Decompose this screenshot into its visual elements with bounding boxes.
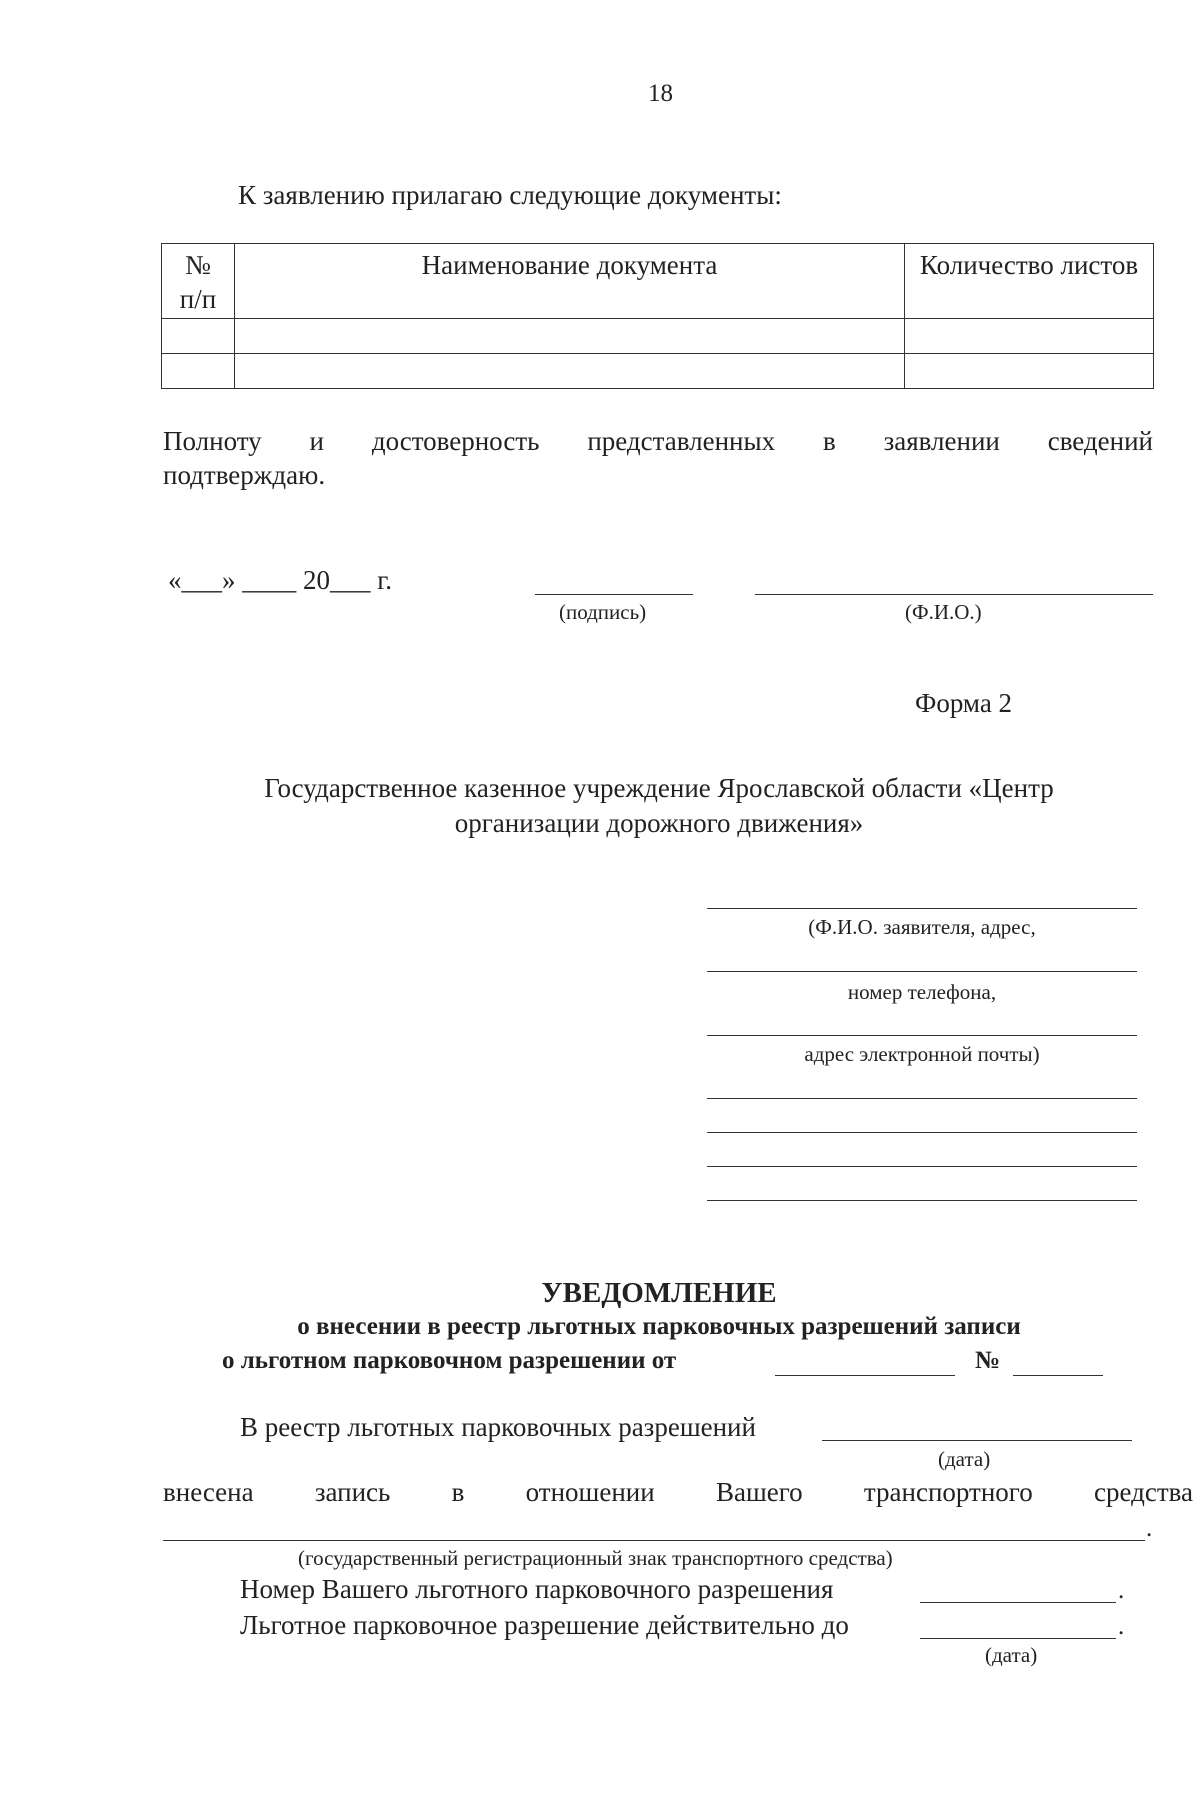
confirmation-line-2: подтверждаю. [163, 460, 326, 490]
notice-subtitle-2-prefix: о льготном парковочном разрешении от [222, 1347, 677, 1374]
organization-line-2: организации дорожного движения» [454, 808, 864, 838]
notice-number-sign: № [975, 1347, 1001, 1374]
record-line: внесена запись в отношении Вашего транспортного средства [163, 1477, 1193, 1507]
table-row [162, 319, 1154, 354]
organization-line-1: Государственное казенное учреждение Ярославской области «Центр [264, 773, 1054, 803]
date-field-template[interactable]: «___» ____ 20___ г. [168, 565, 393, 595]
table-row [162, 354, 1154, 389]
plate-line[interactable] [163, 1540, 1145, 1541]
plate-line-period: . [1146, 1515, 1153, 1542]
permit-number-label: Номер Вашего льготного парковочного разрешения [240, 1574, 834, 1604]
applicant-line-5[interactable] [707, 1132, 1137, 1133]
table-cell[interactable] [162, 354, 235, 389]
plate-caption: (государственный регистрационный знак транспортного средства) [298, 1546, 893, 1570]
notice-date-line[interactable] [775, 1375, 955, 1376]
registry-line: В реестр льготных парковочных разрешений [240, 1412, 756, 1442]
table-cell[interactable] [235, 354, 905, 389]
valid-until-period: . [1118, 1613, 1125, 1640]
registry-date-caption: (дата) [938, 1447, 991, 1471]
table-cell[interactable] [905, 354, 1154, 389]
column-header-document-name: Наименование документа [235, 244, 905, 319]
valid-until-label: Льготное парковочное разрешение действительно до [240, 1610, 849, 1640]
applicant-line-7[interactable] [707, 1200, 1137, 1201]
permit-number-line[interactable] [920, 1602, 1116, 1603]
signature-line[interactable] [535, 594, 693, 595]
table-cell[interactable] [235, 319, 905, 354]
form-label: Форма 2 [915, 688, 1013, 718]
applicant-line-2[interactable] [707, 971, 1137, 972]
applicant-caption-3: адрес электронной почты) [804, 1042, 1040, 1066]
attachments-intro: К заявлению прилагаю следующие документы: [238, 180, 782, 210]
table-cell[interactable] [162, 319, 235, 354]
registry-date-line[interactable] [822, 1440, 1132, 1441]
signature-caption: (подпись) [559, 600, 647, 624]
valid-until-line[interactable] [920, 1638, 1116, 1639]
page-number: 18 [648, 80, 673, 107]
attachments-table [161, 243, 1154, 389]
valid-until-date-caption: (дата) [985, 1643, 1038, 1667]
applicant-line-6[interactable] [707, 1166, 1137, 1167]
notice-subtitle-1: о внесении в реестр льготных парковочных разрешений записи [297, 1313, 1021, 1340]
table-cell[interactable] [905, 319, 1154, 354]
column-header-number: № п/п [162, 244, 235, 319]
fio-caption: (Ф.И.О.) [905, 600, 982, 624]
applicant-caption-2: номер телефона, [847, 980, 997, 1004]
applicant-line-1[interactable] [707, 908, 1137, 909]
fio-line[interactable] [755, 594, 1153, 595]
applicant-line-4[interactable] [707, 1098, 1137, 1099]
notice-title: УВЕДОМЛЕНИЕ [541, 1277, 777, 1309]
applicant-caption-1: (Ф.И.О. заявителя, адрес, [808, 915, 1036, 939]
table-header-row [162, 244, 1154, 319]
column-header-sheet-count: Количество листов [905, 244, 1154, 319]
permit-number-period: . [1118, 1577, 1125, 1604]
notice-number-line[interactable] [1013, 1375, 1103, 1376]
applicant-line-3[interactable] [707, 1035, 1137, 1036]
confirmation-line-1: Полноту и достоверность представленных в заявлении сведений [163, 426, 1153, 456]
